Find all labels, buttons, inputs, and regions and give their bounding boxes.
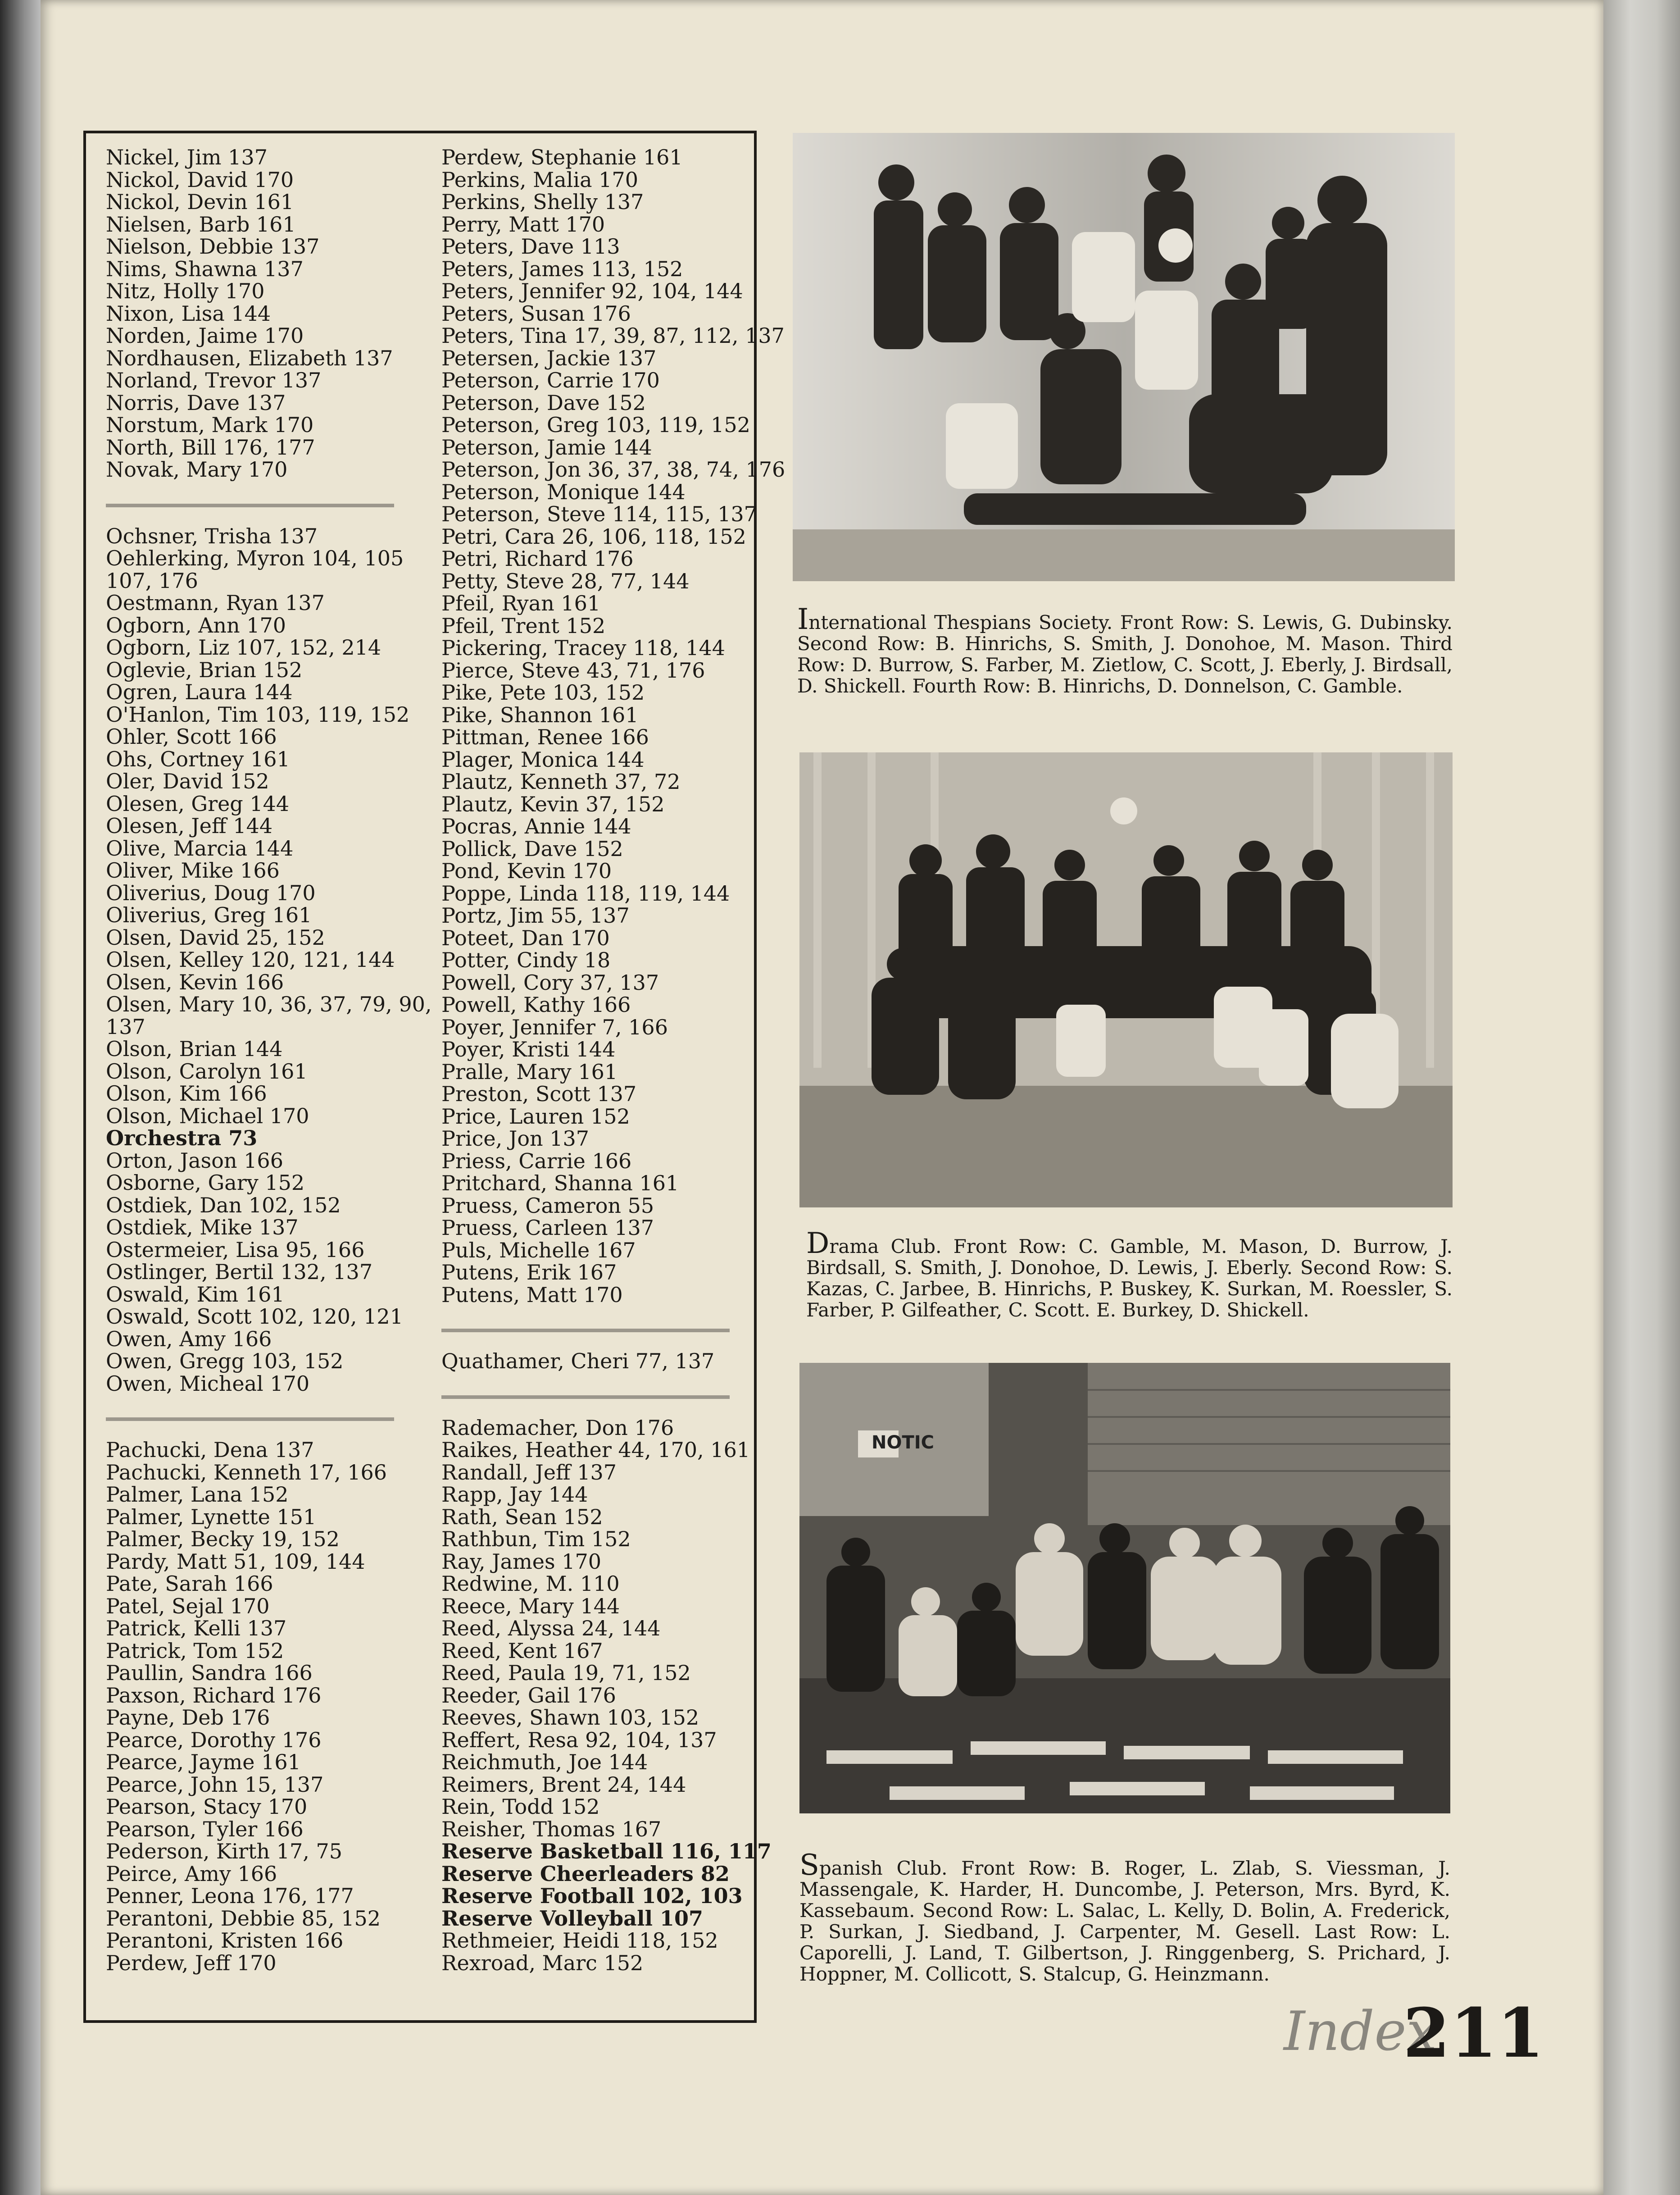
index-entry: Reed, Alyssa 24, 144 bbox=[441, 1616, 661, 1640]
index-entry: Olsen, Kevin 166 bbox=[106, 970, 284, 994]
index-entry: Olesen, Jeff 144 bbox=[106, 814, 273, 838]
index-entry: Nickel, Jim 137 bbox=[106, 145, 268, 169]
index-entry: Ochsner, Trisha 137 bbox=[106, 524, 318, 548]
index-entry: Powell, Cory 37, 137 bbox=[441, 970, 659, 995]
index-entry: Peterson, Steve 114, 115, 137 bbox=[441, 502, 757, 526]
index-entry: Putens, Erik 167 bbox=[441, 1260, 617, 1284]
index-entry: Pearson, Stacy 170 bbox=[106, 1794, 308, 1819]
thespians-caption bbox=[797, 603, 1453, 697]
index-entry: Osborne, Gary 152 bbox=[106, 1170, 305, 1195]
letter-group-divider bbox=[106, 1417, 394, 1421]
index-entry: Perantoni, Kristen 166 bbox=[106, 1928, 344, 1953]
index-entry: Olesen, Greg 144 bbox=[106, 791, 290, 816]
index-entry: Peterson, Jon 36, 37, 38, 74, 176 bbox=[441, 457, 786, 482]
index-entry: Peters, Susan 176 bbox=[441, 301, 631, 326]
index-entry: Randall, Jeff 137 bbox=[441, 1460, 617, 1485]
index-entry: Oestmann, Ryan 137 bbox=[106, 591, 325, 615]
index-entry: Patrick, Tom 152 bbox=[106, 1638, 284, 1663]
index-entry: Poyer, Kristi 144 bbox=[441, 1037, 616, 1061]
letter-group-divider bbox=[106, 504, 394, 507]
index-entry: Palmer, Becky 19, 152 bbox=[106, 1527, 340, 1551]
index-entry: Ostlinger, Bertil 132, 137 bbox=[106, 1260, 373, 1284]
index-entry: Redwine, M. 110 bbox=[441, 1571, 620, 1596]
index-entry: Olson, Carolyn 161 bbox=[106, 1059, 308, 1084]
index-entry: Peirce, Amy 166 bbox=[106, 1861, 277, 1886]
index-entry: Novak, Mary 170 bbox=[106, 457, 288, 482]
index-entry: Peters, James 113, 152 bbox=[441, 256, 683, 281]
index-entry: Penner, Leona 176, 177 bbox=[106, 1884, 354, 1908]
index-entry: Reserve Football 102, 103 bbox=[441, 1884, 743, 1908]
index-entry: Reichmuth, Joe 144 bbox=[441, 1750, 648, 1774]
index-entry: Pfeil, Trent 152 bbox=[441, 613, 606, 638]
index-entry: Pruess, Cameron 55 bbox=[441, 1193, 654, 1218]
index-entry: Pachucki, Kenneth 17, 166 bbox=[106, 1460, 387, 1485]
section-signature: Index bbox=[1284, 2000, 1437, 2063]
index-entry: Poppe, Linda 118, 119, 144 bbox=[441, 881, 730, 906]
index-entry: Oliver, Mike 166 bbox=[106, 858, 280, 883]
index-entry: Olsen, David 25, 152 bbox=[106, 925, 325, 950]
index-entry: Pate, Sarah 166 bbox=[106, 1571, 273, 1596]
index-entry: Orchestra 73 bbox=[106, 1126, 258, 1150]
index-entry: Perkins, Shelly 137 bbox=[441, 190, 644, 214]
index-entry: Pralle, Mary 161 bbox=[441, 1059, 618, 1084]
index-entry: Plager, Monica 144 bbox=[441, 747, 645, 772]
index-entry: Oswald, Scott 102, 120, 121 bbox=[106, 1304, 403, 1329]
index-entry: Peters, Jennifer 92, 104, 144 bbox=[441, 279, 743, 303]
index-entry: Pachucki, Dena 137 bbox=[106, 1438, 314, 1462]
index-entry: Petri, Richard 176 bbox=[441, 546, 634, 571]
index-entry: Olson, Michael 170 bbox=[106, 1103, 309, 1128]
index-entry: Nixon, Lisa 144 bbox=[106, 301, 271, 326]
index-entry: Peterson, Jamie 144 bbox=[441, 435, 652, 460]
index-entry: Norden, Jaime 170 bbox=[106, 323, 304, 348]
index-entry: Oliverius, Doug 170 bbox=[106, 880, 316, 905]
index-entry: Pritchard, Shanna 161 bbox=[441, 1171, 679, 1195]
index-entry: Reserve Basketball 116, 117 bbox=[441, 1839, 772, 1863]
index-entry: Peterson, Monique 144 bbox=[441, 479, 686, 504]
index-entry: Paullin, Sandra 166 bbox=[106, 1661, 313, 1685]
index-entry: Pond, Kevin 170 bbox=[441, 859, 612, 883]
index-entry: Plautz, Kevin 37, 152 bbox=[441, 792, 665, 816]
index-entry: Pearson, Tyler 166 bbox=[106, 1817, 304, 1841]
index-entry: Perdew, Stephanie 161 bbox=[441, 145, 683, 169]
index-entry: O'Hanlon, Tim 103, 119, 152 bbox=[106, 702, 410, 727]
index-entry: Peters, Tina 17, 39, 87, 112, 137 bbox=[441, 323, 785, 348]
index-entry: Rein, Todd 152 bbox=[441, 1794, 600, 1819]
spanish-club-caption-initial: S bbox=[799, 1849, 819, 1882]
index-entry: Petty, Steve 28, 77, 144 bbox=[441, 569, 690, 593]
page-number: 211 bbox=[1403, 1994, 1544, 2073]
index-entry: Pickering, Tracey 118, 144 bbox=[441, 636, 726, 660]
index-entry: Rethmeier, Heidi 118, 152 bbox=[441, 1928, 718, 1953]
spanish-club-caption bbox=[799, 1849, 1450, 1985]
index-entry: Nitz, Holly 170 bbox=[106, 279, 265, 303]
index-entry: Ostdiek, Mike 137 bbox=[106, 1215, 299, 1239]
index-entry: Nielson, Debbie 137 bbox=[106, 234, 320, 259]
index-entry: Olson, Brian 144 bbox=[106, 1037, 283, 1061]
index-entry: Ostermeier, Lisa 95, 166 bbox=[106, 1237, 365, 1262]
index-entry: Olson, Kim 166 bbox=[106, 1081, 267, 1106]
index-entry: North, Bill 176, 177 bbox=[106, 435, 315, 460]
index-entry: Reserve Volleyball 107 bbox=[441, 1906, 703, 1931]
index-entry: Pruess, Carleen 137 bbox=[441, 1216, 654, 1240]
index-entry: Rath, Sean 152 bbox=[441, 1504, 603, 1529]
index-entry: Peters, Dave 113 bbox=[441, 234, 620, 259]
index-entry: Paxson, Richard 176 bbox=[106, 1683, 322, 1708]
index-entry: Nickol, David 170 bbox=[106, 167, 294, 192]
index-entry: Pederson, Kirth 17, 75 bbox=[106, 1839, 343, 1863]
thespians-photo-image bbox=[793, 133, 1455, 581]
index-entry: Rexroad, Marc 152 bbox=[441, 1950, 644, 1975]
index-column-right bbox=[441, 145, 786, 1975]
index-entry: Oler, David 152 bbox=[106, 769, 269, 793]
book-cover-edge bbox=[1603, 0, 1680, 2195]
index-entry: 107, 176 bbox=[106, 568, 198, 593]
drama-club-caption-text: rama Club. Front Row: C. Gamble, M. Mason, D. Burrow, J. Birdsall, S. Smith, J. Donohoe, D. Lewis, J. Eberly. Second Row: S. Kazas, C. Jarbee, B. Hinrichs, P. Buskey, K. Surkan, M. Roessler, S. Farber, P. Gilfeather, C. Scott. E. Burkey, D. Shickell. bbox=[806, 1235, 1453, 1321]
drama-club-photo-image bbox=[799, 752, 1453, 1207]
index-entry: Reimers, Brent 24, 144 bbox=[441, 1772, 686, 1797]
index-entry: Norstum, Mark 170 bbox=[106, 413, 314, 437]
index-entry: Plautz, Kenneth 37, 72 bbox=[441, 770, 681, 794]
book-gutter bbox=[0, 0, 41, 2195]
spanish-club-photo-image bbox=[799, 1363, 1450, 1813]
index-entry: Price, Lauren 152 bbox=[441, 1104, 630, 1129]
index-entry: Rademacher, Don 176 bbox=[441, 1415, 674, 1440]
index-entry: Pierce, Steve 43, 71, 176 bbox=[441, 658, 705, 683]
letter-group-divider bbox=[441, 1329, 730, 1332]
index-entry: Rathbun, Tim 152 bbox=[441, 1527, 631, 1551]
index-column-left bbox=[106, 146, 430, 1974]
index-entry: Pearce, John 15, 137 bbox=[106, 1772, 324, 1797]
index-entry: Palmer, Lynette 151 bbox=[106, 1504, 317, 1529]
spanish-club-photo bbox=[799, 1363, 1450, 1813]
index-entry: Palmer, Lana 152 bbox=[106, 1482, 289, 1507]
index-entry: Nickol, Devin 161 bbox=[106, 190, 294, 214]
index-entry: Peterson, Carrie 170 bbox=[441, 368, 660, 392]
index-entry: Reed, Kent 167 bbox=[441, 1638, 603, 1663]
index-entry: Reed, Paula 19, 71, 152 bbox=[441, 1661, 691, 1685]
index-entry: Owen, Amy 166 bbox=[106, 1326, 272, 1351]
index-entry: Quathamer, Cheri 77, 137 bbox=[441, 1349, 715, 1373]
spanish-club-caption-text: panish Club. Front Row: B. Roger, L. Zlab, S. Viessman, J. Massengale, K. Harder, H. Duncombe, J. Peterson, Mrs. Byrd, K. Kassebaum. Second Row: L. Salac, L. Kelly, D. Bolin, A. Frederick, P. Surkan, J. Siedband, J. Carpenter, M. Gesell. Last Row: L. Caporelli, J. Land, T. Gilbertson, J. Ringgenberg, S. Prichard, J. Hoppner, M. Collicott, S. Stalcup, G. Heinzmann. bbox=[799, 1857, 1450, 1985]
index-entry: Nordhausen, Elizabeth 137 bbox=[106, 346, 393, 370]
index-entry: Oehlerking, Myron 104, 105 bbox=[106, 546, 404, 570]
index-entry: Pollick, Dave 152 bbox=[441, 836, 623, 861]
index-entry: Patrick, Kelli 137 bbox=[106, 1616, 287, 1640]
index-entry: Petersen, Jackie 137 bbox=[441, 346, 657, 370]
thespians-caption-initial: I bbox=[797, 603, 809, 636]
index-entry: Rapp, Jay 144 bbox=[441, 1482, 588, 1507]
index-entry: Ohs, Cortney 161 bbox=[106, 747, 290, 771]
index-entry: Poteet, Dan 170 bbox=[441, 925, 610, 950]
index-entry: Ogren, Laura 144 bbox=[106, 680, 293, 704]
index-entry: Ray, James 170 bbox=[441, 1549, 601, 1574]
index-entry: Portz, Jim 55, 137 bbox=[441, 903, 630, 928]
index-entry: Ogborn, Ann 170 bbox=[106, 613, 286, 638]
index-entry: Pfeil, Ryan 161 bbox=[441, 591, 601, 615]
index-entry: Pittman, Renee 166 bbox=[441, 725, 649, 749]
index-entry: Potter, Cindy 18 bbox=[441, 948, 611, 972]
index-entry: Puls, Michelle 167 bbox=[441, 1238, 636, 1262]
index-entry: Poyer, Jennifer 7, 166 bbox=[441, 1015, 668, 1039]
notice-sign-text: NOTIC bbox=[872, 1432, 935, 1453]
index-entry: Norland, Trevor 137 bbox=[106, 368, 322, 392]
index-entry: Perantoni, Debbie 85, 152 bbox=[106, 1906, 381, 1931]
index-entry: Ostdiek, Dan 102, 152 bbox=[106, 1193, 341, 1217]
index-entry: Reece, Mary 144 bbox=[441, 1594, 620, 1618]
index-entry: Pocras, Annie 144 bbox=[441, 814, 631, 838]
index-entry: Olive, Marcia 144 bbox=[106, 836, 294, 861]
index-entry: Nims, Shawna 137 bbox=[106, 256, 304, 281]
index-entry: Peterson, Dave 152 bbox=[441, 390, 646, 415]
drama-club-caption-initial: D bbox=[806, 1227, 830, 1260]
index-entry: Pike, Pete 103, 152 bbox=[441, 680, 645, 705]
index-entry: Pearce, Jayme 161 bbox=[106, 1750, 301, 1774]
index-entry: Perkins, Malia 170 bbox=[441, 167, 638, 192]
index-entry: Oliverius, Greg 161 bbox=[106, 903, 312, 927]
index-entry: Pearce, Dorothy 176 bbox=[106, 1727, 322, 1752]
thespians-caption-text: nternational Thespians Society. Front Row: S. Lewis, G. Dubinsky. Second Row: B. Hinrichs, S. Smith, J. Donohoe, M. Mason. Third Row: D. Burrow, S. Farber, M. Zietlow, C. Scott, J. Eberly, J. Birdsall, D. Shickell. Fourth Row: B. Hinrichs, D. Donnelson, C. Gamble. bbox=[797, 611, 1453, 697]
thespians-photo bbox=[793, 133, 1455, 581]
index-entry: Preston, Scott 137 bbox=[441, 1082, 637, 1106]
index-entry: Putens, Matt 170 bbox=[441, 1282, 623, 1307]
index-entry: Ogborn, Liz 107, 152, 214 bbox=[106, 635, 381, 660]
index-entry: Reeder, Gail 176 bbox=[441, 1683, 616, 1708]
index-entry: Reeves, Shawn 103, 152 bbox=[441, 1705, 699, 1730]
index-entry: Patel, Sejal 170 bbox=[106, 1594, 270, 1618]
index-entry: Reisher, Thomas 167 bbox=[441, 1817, 662, 1841]
index-entry: Nielsen, Barb 161 bbox=[106, 212, 296, 237]
index-entry: Price, Jon 137 bbox=[441, 1126, 590, 1151]
index-entry: Owen, Gregg 103, 152 bbox=[106, 1349, 344, 1373]
index-entry: Olsen, Kelley 120, 121, 144 bbox=[106, 947, 395, 972]
index-entry: Petri, Cara 26, 106, 118, 152 bbox=[441, 524, 746, 549]
index-entry: Powell, Kathy 166 bbox=[441, 993, 631, 1017]
index-entry: Pike, Shannon 161 bbox=[441, 702, 639, 727]
index-entry: Reserve Cheerleaders 82 bbox=[441, 1861, 730, 1886]
index-entry: 137 bbox=[106, 1014, 145, 1039]
index-entry: Norris, Dave 137 bbox=[106, 390, 286, 415]
index-entry: Raikes, Heather 44, 170, 161 bbox=[441, 1438, 750, 1462]
index-entry: Perdew, Jeff 170 bbox=[106, 1950, 277, 1975]
index-entry: Olsen, Mary 10, 36, 37, 79, 90, bbox=[106, 992, 432, 1016]
index-entry: Peterson, Greg 103, 119, 152 bbox=[441, 413, 750, 437]
index-entry: Ohler, Scott 166 bbox=[106, 724, 277, 749]
drama-club-photo bbox=[799, 752, 1453, 1207]
index-entry: Oswald, Kim 161 bbox=[106, 1282, 285, 1307]
index-entry: Payne, Deb 176 bbox=[106, 1705, 270, 1730]
index-entry: Oglevie, Brian 152 bbox=[106, 657, 303, 682]
drama-club-caption bbox=[806, 1227, 1453, 1321]
index-entry: Perry, Matt 170 bbox=[441, 212, 605, 237]
index-entry: Orton, Jason 166 bbox=[106, 1148, 283, 1173]
index-entry: Reffert, Resa 92, 104, 137 bbox=[441, 1727, 717, 1752]
index-entry: Pardy, Matt 51, 109, 144 bbox=[106, 1549, 365, 1574]
index-entry: Owen, Micheal 170 bbox=[106, 1371, 310, 1396]
letter-group-divider bbox=[441, 1395, 730, 1399]
index-entry: Priess, Carrie 166 bbox=[441, 1148, 632, 1173]
